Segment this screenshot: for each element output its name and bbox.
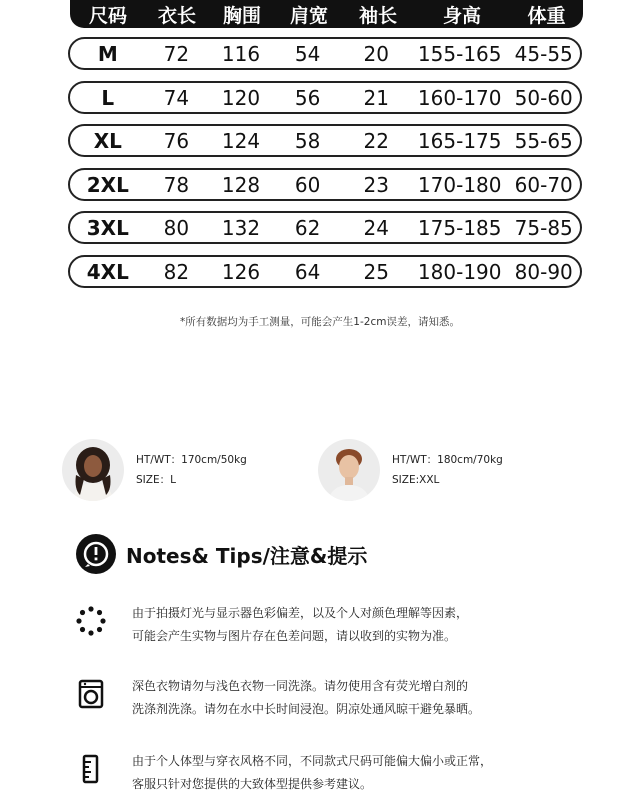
model-ht-wt: HT/WT：180cm/70kg [392,454,503,466]
tips-title: Notes& Tips/注意&提示 [126,543,368,568]
size-table-header [70,0,583,28]
header-chest: 胸围 [222,4,261,27]
cell-height: 170-180 [417,172,502,197]
cell-chest: 120 [221,85,261,110]
header-shoulder: 肩宽 [289,4,328,27]
cell-height: 175-185 [417,215,502,240]
cell-sleeve: 21 [363,85,389,110]
table-row [68,124,582,157]
cell-weight: 50-60 [514,85,573,110]
cell-length: 76 [163,128,190,153]
model-ht-wt: HT/WT：170cm/50kg [136,454,247,466]
cell-length: 72 [163,41,190,66]
tip-item [76,675,480,721]
cell-weight: 75-85 [514,215,573,240]
header-length: 衣长 [157,4,196,27]
notice-icon [76,534,116,574]
cell-shoulder: 62 [294,215,321,240]
header-weight: 体重 [527,4,566,27]
cell-chest: 124 [221,128,261,153]
table-row [68,168,582,201]
cell-height: 180-190 [417,259,502,284]
cell-shoulder: 58 [294,128,321,153]
cell-sleeve: 20 [363,41,389,66]
avatar [318,439,380,501]
table-row [68,211,582,244]
tip-line: 由于拍摄灯光与显示器色彩偏差，以及个人对颜色理解等因素， [132,606,469,620]
cell-length: 74 [163,85,190,110]
cell-chest: 126 [221,259,261,284]
tip-item [76,602,468,648]
cell-size: M [97,41,118,66]
cell-shoulder: 54 [294,41,321,66]
cell-weight: 60-70 [514,172,573,197]
avatar [62,439,124,501]
cell-weight: 80-90 [514,259,573,284]
cell-chest: 132 [221,215,261,240]
tip-line: 由于个人体型与穿衣风格不同，不同款式尺码可能偏大偏小或正常， [132,754,493,768]
cell-length: 78 [163,172,190,197]
cell-size: 2XL [86,172,129,197]
tip-line: 深色衣物请勿与浅色衣物一同洗涤。请勿使用含有荧光增白剂的 [132,679,469,693]
table-row [68,37,582,70]
cell-shoulder: 64 [294,259,321,284]
cell-chest: 128 [221,172,261,197]
cell-size: 4XL [86,259,129,284]
cell-weight: 55-65 [514,128,573,153]
cell-sleeve: 22 [363,128,389,153]
cell-height: 160-170 [417,85,502,110]
model-size: SIZE:XXL [392,474,440,486]
header-size: 尺码 [88,4,127,27]
cell-size: L [101,85,115,110]
cell-size: XL [93,128,122,153]
tip-line: 客服只针对您提供的大致体型提供参考建议。 [132,777,373,791]
tip-item [76,750,492,796]
cell-shoulder: 56 [294,85,321,110]
light-dots-icon [76,606,106,636]
cell-length: 80 [163,215,190,240]
ruler-icon [76,754,106,784]
cell-size: 3XL [86,215,129,240]
cell-chest: 116 [221,41,261,66]
tip-line: 洗涤剂洗涤。请勿在水中长时间浸泡。阴凉处通风晾干避免暴晒。 [132,702,481,716]
table-row [68,255,582,288]
cell-shoulder: 60 [294,172,321,197]
header-sleeve: 袖长 [358,4,397,27]
measurement-note: *所有数据均为手工测量，可能会产生1-2cm误差，请知悉。 [180,316,460,328]
cell-height: 155-165 [417,41,502,66]
cell-height: 165-175 [417,128,502,153]
table-row [68,81,582,114]
header-height: 身高 [442,4,481,27]
model-female [62,439,247,501]
cell-weight: 45-55 [514,41,573,66]
model-size: SIZE：L [136,474,176,486]
tip-line: 可能会产生实物与图片存在色差问题，请以收到的实物为准。 [132,629,457,643]
washing-machine-icon [76,679,106,709]
cell-sleeve: 24 [363,215,389,240]
cell-sleeve: 23 [363,172,389,197]
model-male [318,439,503,501]
cell-sleeve: 25 [363,259,389,284]
cell-length: 82 [163,259,190,284]
tips-header [76,534,367,574]
